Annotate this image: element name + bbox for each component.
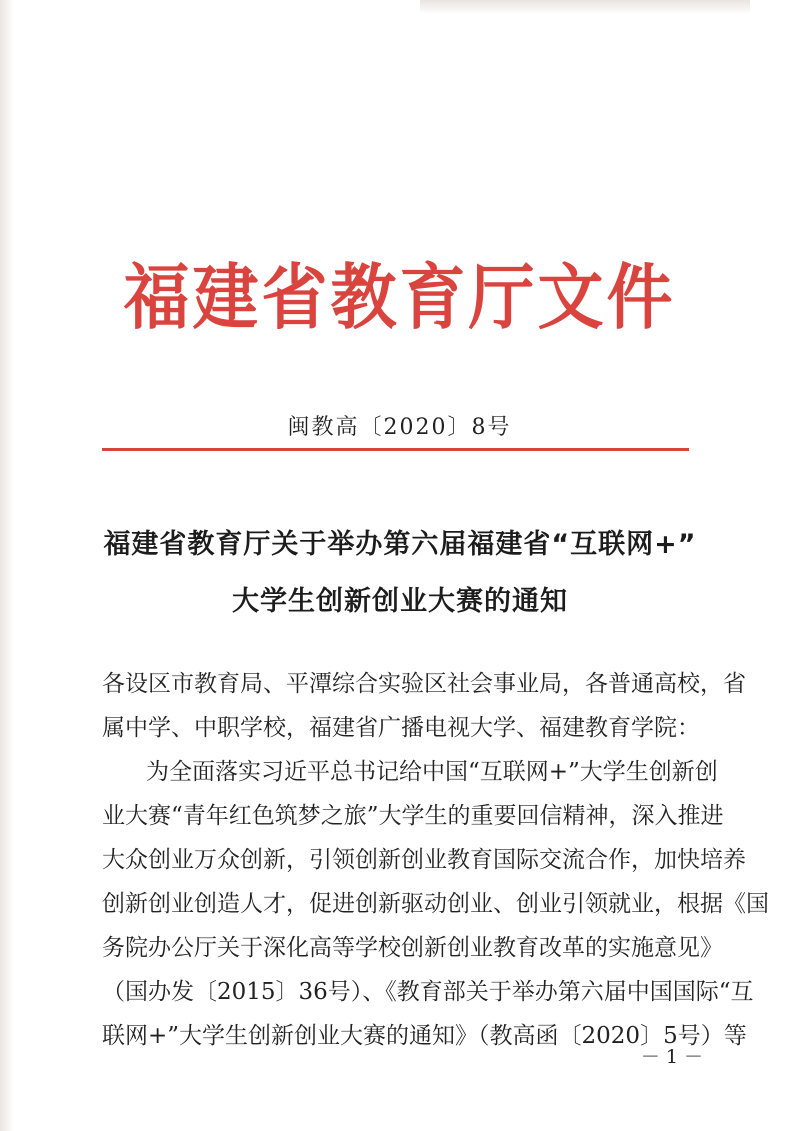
body-line-addressee-2: 属中学、中职学校，福建省广播电视大学、福建教育学院： <box>102 715 700 741</box>
scan-shadow-left <box>0 0 14 1131</box>
body-line: 业大赛“青年红色筑梦之旅”大学生的重要回信精神，深入推进 <box>102 803 724 829</box>
scan-shadow-top <box>420 0 750 14</box>
document-masthead: 福建省教育厅文件 <box>123 255 676 340</box>
document-number: 闽教高〔2020〕8号 <box>287 415 512 440</box>
body-line: （国办发〔2015〕36号）、《教育部关于举办第六届中国国际“互 <box>102 979 754 1005</box>
body-line: 联网+”大学生创新创业大赛的通知》（教高函〔2020〕5号）等 <box>102 1023 747 1049</box>
document-body <box>102 662 769 1058</box>
document-title-line-1: 福建省教育厅关于举办第六届福建省“互联网+” <box>103 529 697 560</box>
body-line: 创新创业创造人才，促进创新驱动创业、创业引领就业，根据《国 <box>102 891 769 917</box>
body-line: 务院办公厅关于深化高等学校创新创业教育改革的实施意见》 <box>102 935 723 961</box>
red-divider-line <box>102 448 689 451</box>
body-line-addressee-1: 各设区市教育局、平潭综合实验区社会事业局，各普通高校，省 <box>102 671 746 697</box>
body-line: 大众创业万众创新，引领创新创业教育国际交流合作，加快培养 <box>102 847 746 873</box>
document-title-line-2: 大学生创新创业大赛的通知 <box>232 586 568 617</box>
page-number: － 1 － <box>640 1046 703 1068</box>
body-line-paragraph-start: 为全面落实习近平总书记给中国“互联网+”大学生创新创 <box>146 759 718 785</box>
